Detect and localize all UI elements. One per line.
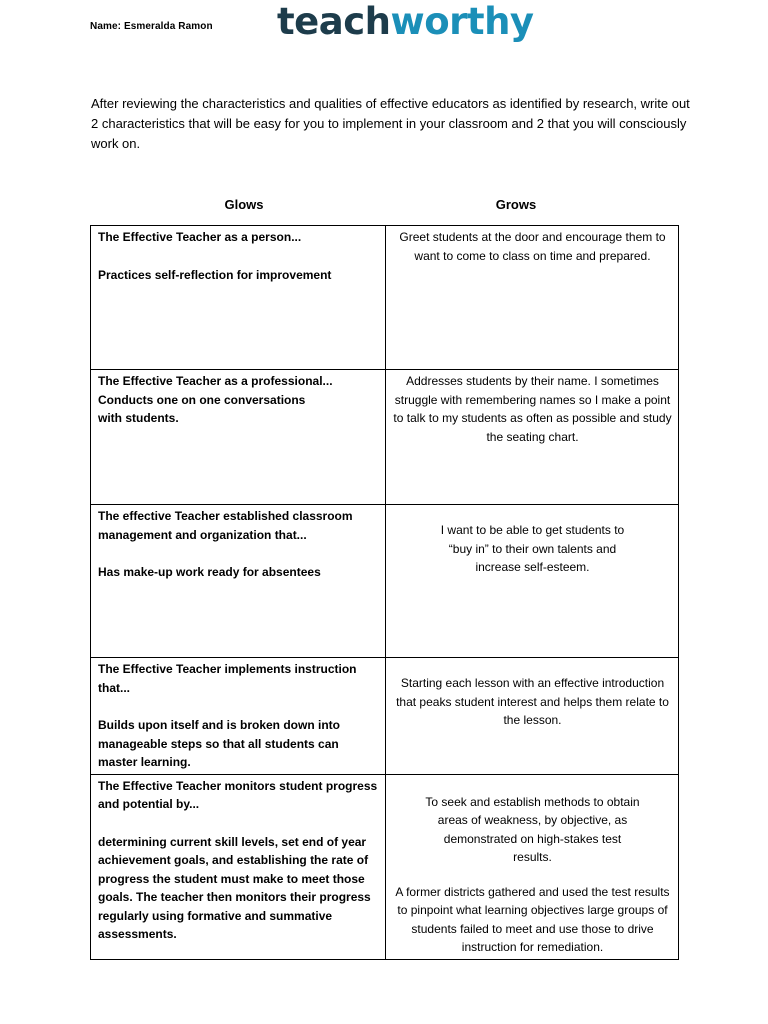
glow-heading: The Effective Teacher implements instruction that... xyxy=(98,662,357,695)
instructions-paragraph: After reviewing the characteristics and qualities of effective educators as identified by research, write out 2 characteristics that will be easy for you to implement in your classroom and 2 that you will consciously work on. xyxy=(91,96,690,151)
grow-cell xyxy=(386,505,679,658)
glow-text: Conducts one on one conversations with students. xyxy=(98,392,306,425)
glow-heading: The Effective Teacher as a professional... xyxy=(98,374,333,388)
glow-heading: The Effective Teacher monitors student progress and potential by... xyxy=(98,778,378,811)
glow-text: determining current skill levels, set end of year achievement goals, and establishing the rate of progress the student must make to meet those goals. The teacher then monitors their progress regularly using formative and summative assessments. xyxy=(98,834,371,941)
glows-column-header: Glows xyxy=(224,197,264,212)
glow-cell xyxy=(91,370,386,505)
table-row xyxy=(91,226,679,370)
grow-cell xyxy=(386,370,679,505)
grow-cell xyxy=(386,226,679,370)
glow-text: Has make-up work ready for absentees xyxy=(98,565,321,579)
glow-heading: The Effective Teacher as a person... xyxy=(98,230,302,244)
table-row xyxy=(91,658,679,775)
grow-text-extra: A former districts gathered and used the test results to pinpoint what learning objectives large groups of students failed to meet and use those to drive instruction for remediation. xyxy=(395,884,670,954)
table-row xyxy=(91,774,679,959)
glows-grows-table xyxy=(90,225,679,960)
glow-cell xyxy=(91,774,386,959)
glow-cell xyxy=(91,658,386,775)
glow-cell xyxy=(91,505,386,658)
grow-text: Starting each lesson with an effective introduction that peaks student interest and helps them relate to the lesson. xyxy=(396,676,669,727)
teachworthy-logo xyxy=(277,0,534,44)
grow-text: Addresses students by their name. I sometimes struggle with remembering names so I make a point to talk to my students as often as possible and study the seating chart. xyxy=(393,374,672,444)
student-name: Name: Esmeralda Ramon xyxy=(90,21,213,32)
grow-cell xyxy=(386,774,679,959)
grow-text: Greet students at the door and encourage them to want to come to class on time and prepared. xyxy=(399,230,666,263)
grow-text: I want to be able to get students to “buy in” to their own talents and increase self-esteem. xyxy=(440,523,625,574)
logo-text-teach: teach xyxy=(277,0,391,43)
table-row xyxy=(91,505,679,658)
grow-text: To seek and establish methods to obtain areas of weakness, by objective, as demonstrated on high-stakes test results. xyxy=(425,794,640,864)
grow-cell xyxy=(386,658,679,775)
glow-heading: The effective Teacher established classroom management and organization that... xyxy=(98,509,353,542)
table-row xyxy=(91,370,679,505)
glow-text: Builds upon itself and is broken down into manageable steps so that all students can master learning. xyxy=(98,718,340,769)
glow-cell xyxy=(91,226,386,370)
logo-text-worthy: worthy xyxy=(390,0,534,43)
glow-text: Practices self-reflection for improvement xyxy=(98,267,332,282)
grows-column-header: Grows xyxy=(495,197,537,212)
